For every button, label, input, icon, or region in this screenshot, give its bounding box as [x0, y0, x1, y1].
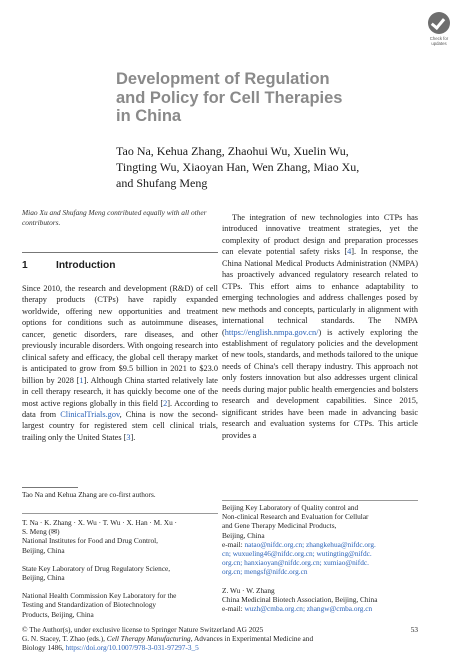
- citation-line: G. N. Stacey, T. Zhao (eds.), Cell Therapy Manufacturing, Advances in Experimental Medicine and: [22, 634, 314, 644]
- author-line: Tao Na, Kehua Zhang, Zhaohui Wu, Xuelin Wu,: [116, 144, 349, 158]
- affiliation-block: T. Na · K. Zhang · X. Wu · T. Wu · X. Han · M. Xu · S. Meng (✉) National Institutes for Food and Drug Control, Beijing, China: [22, 518, 177, 555]
- affiliation-block: National Health Commission Key Laboratory for the Testing and Standardization of Biotechnology Products, Beijing, China: [22, 591, 177, 619]
- affiliation-rule-right: [222, 500, 418, 501]
- email-list: e-mail: wuzh@cmba.org.cn; zhangw@cmba.org.cn: [222, 604, 373, 614]
- citation-link[interactable]: 2: [163, 398, 168, 408]
- author-line: Tingting Wu, Xiaoyan Han, Wen Zhang, Miao Xu,: [116, 160, 360, 174]
- check-for-updates-badge[interactable]: [424, 12, 454, 50]
- doi-line: Biology 1486, https://doi.org/10.1007/978-3-031-97297-3_5: [22, 643, 199, 653]
- right-column-body: [222, 212, 418, 441]
- author-list: [116, 143, 416, 191]
- citation-link[interactable]: 3: [126, 432, 131, 442]
- email-link[interactable]: natao@nifdc.org.cn; zhangkehua@nifdc.org.: [244, 539, 376, 549]
- email-link[interactable]: org.cn; hanxiaoyan@nifdc.org.cn; xumiao@nifdc.: [222, 558, 369, 568]
- author-line: and Shufang Meng: [116, 176, 208, 190]
- contribution-note: Miao Xu and Shufang Meng contributed equally with all other contributors.: [22, 208, 207, 227]
- affiliations-left: [22, 518, 218, 628]
- email-link[interactable]: cn; wuxueling46@nifdc.org.cn; wutingting@nifdc.: [222, 549, 372, 559]
- badge-line-1: Check for: [429, 36, 449, 41]
- clinicaltrials-link[interactable]: ClinicalTrials.gov: [60, 409, 120, 419]
- affiliations-right: [222, 503, 422, 622]
- section-heading: [22, 260, 115, 271]
- intro-paragraph: Since 2010, the research and development (R&D) of cell therapy products (CTPs) have rapidly expanded worldwide, offering new opportunities and treatment options for conditions such as autoimmune diseases, cancer, genetic disorders, rare diseases, and other previously incurable disorders. With ongoing research into clinical safety and efficacy, the global cell therapy market is anticipated to grow from $9.5 billion in 2021 to $23.0 billion by 2028 [1]. Although China started relatively late in cell therapy research, it has quickly become one of the most active regions globally in this field [2]. According to data from ClinicalTrials.gov, China is now the second-largest country for registered stem cell clinical trials, trailing only the United States [3].: [22, 284, 218, 442]
- affiliation-rule-left: [22, 513, 218, 514]
- doi-link[interactable]: https://doi.org/10.1007/978-3-031-97297-3_5: [65, 643, 199, 653]
- page-number: 53: [410, 625, 418, 634]
- copyright-footer: [22, 625, 418, 653]
- badge-line-2: updates: [431, 41, 447, 46]
- co-first-author-footnote: Tao Na and Kehua Zhang are co-first authors.: [22, 490, 156, 499]
- email-link[interactable]: org.cn; mengsf@nifdc.org.cn: [222, 567, 308, 577]
- affiliation-block: Beijing Key Laboratory of Quality control and Non-clinical Research and Evaluation for Cellular and Gene Therapy Medicinal Products, Beijing, China e-mail: natao@nifdc.org.cn; zhangkehua@nifdc.org. cn; wuxueling46@nifdc.org.cn; wutingting@nifdc. org.cn; hanxiaoyan@nifdc.org.cn; xumiao@nifdc. org.cn; mengsf@nifdc.org.cn: [222, 503, 422, 577]
- footnote-rule: [22, 487, 78, 488]
- chapter-title: [116, 70, 416, 126]
- email-list: e-mail: natao@nifdc.org.cn; zhangkehua@nifdc.org.: [222, 539, 376, 549]
- nmpa-link[interactable]: https://english.nmpa.gov.cn/: [224, 327, 319, 337]
- citation-link[interactable]: 1: [79, 375, 84, 385]
- affiliation-block: State Key Laboratory of Drug Regulatory Science, Beijing, China: [22, 563, 171, 583]
- section-title: Introduction: [56, 260, 116, 271]
- email-link[interactable]: wuzh@cmba.org.cn; zhangw@cmba.org.cn: [244, 604, 373, 614]
- title-line: and Policy for Cell Therapies: [116, 88, 343, 107]
- copyright-line: © The Author(s), under exclusive license to Springer Nature Switzerland AG 2025: [22, 625, 264, 634]
- title-line: in China: [116, 107, 182, 125]
- check-circle-icon: [428, 12, 450, 34]
- title-line: Development of Regulation: [116, 70, 330, 88]
- citation-link[interactable]: 4: [347, 247, 352, 257]
- section-number: 1: [22, 260, 28, 271]
- left-column-body: [22, 283, 218, 443]
- section-rule: [22, 252, 218, 253]
- affiliation-block: Z. Wu · W. Zhang China Medicinal Biotech Association, Beijing, China e-mail: wuzh@cmba.org.cn; zhangw@cmba.org.cn: [222, 586, 422, 614]
- body-paragraph: The integration of new technologies into CTPs has introduced innovative treatment strategies, yet the complexity of product design and preparation processes can elevate potential safety risks [4]. In response, the China National Medical Products Administration (NMPA) has proactively advanced regulatory research related to CTPs. This effort aims to enhance adaptability to emerging technologies and address challenges posed by new methods and concepts, particularly in alignment with international technical standards. The NMPA (https://english.nmpa.gov.cn/) is actively exploring the establishment of regulatory policies and the development of new tools, standards, and methods tailored to the unique needs of China's cell therapy industry. This approach not only fosters innovation but also addresses urgent clinical needs during major public health emergencies and bolsters research and development capabilities. Since 2015, significant strides have been made in advancing basic research and evaluation systems for CTPs. This article provides a: [222, 213, 418, 440]
